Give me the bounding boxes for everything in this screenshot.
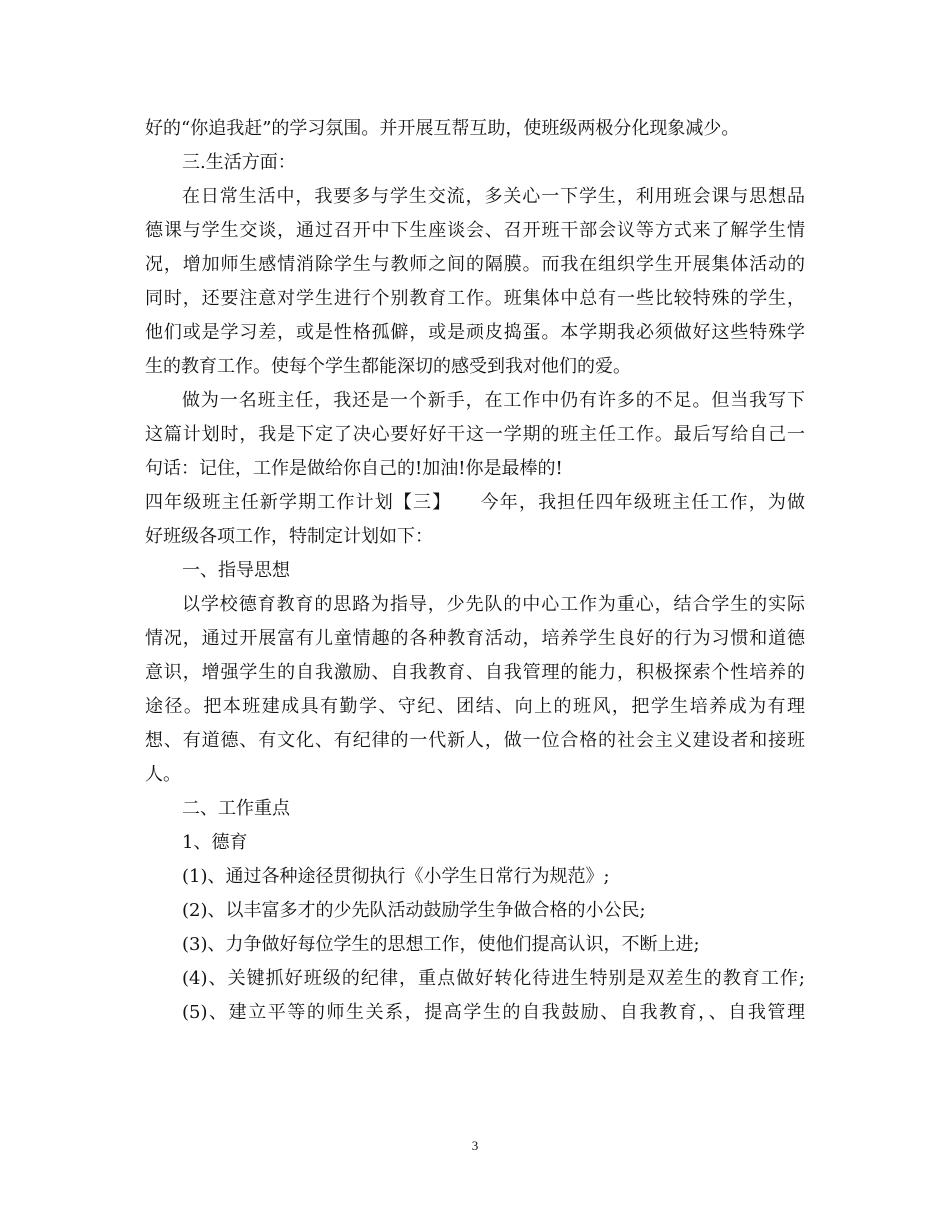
text-line: (4)、关键抓好班级的纪律，重点做好转化待进生特别是双差生的教育工作; [182, 968, 805, 989]
text-line: 好班级各项工作，特制定计划如下： [145, 526, 433, 547]
text-line: 一、指导思想 [182, 560, 290, 581]
document-body [145, 112, 805, 1030]
text-line: 他们或是学习差，或是性格孤僻，或是顽皮捣蛋。本学期我必须做好这些特殊学 [145, 322, 805, 343]
text-line: 同时，还要注意对学生进行个别教育工作。班集体中总有一些比较特殊的学生， [145, 288, 805, 309]
text-line: 这篇计划时，我是下定了决心要好好干这一学期的班主任工作。最后写给自己一 [145, 424, 805, 445]
text-line: 途径。把本班建成具有勤学、守纪、团结、向上的班风，把学生培养成为有理 [145, 696, 805, 717]
text-line: 德课与学生交谈，通过召开中下生座谈会、召开班干部会议等方式来了解学生情 [145, 220, 805, 241]
text-line: 好的“你追我赶”的学习氛围。并开展互帮互助，使班级两极分化现象减少。 [145, 118, 740, 139]
text-line: 做为一名班主任，我还是一个新手，在工作中仍有许多的不足。但当我写下 [182, 390, 805, 411]
text-line: (2)、以丰富多才的少先队活动鼓励学生争做合格的小公民; [182, 900, 646, 921]
text-line: 况，增加师生感情消除学生与教师之间的隔膜。而我在组织学生开展集体活动的 [145, 254, 805, 275]
text-line: 二、工作重点 [182, 798, 290, 819]
text-line: 以学校德育教育的思路为指导，少先队的中心工作为重心，结合学生的实际 [182, 594, 805, 615]
text-line: 1、德育 [182, 832, 248, 853]
text-line: 意识，增强学生的自我激励、自我教育、自我管理的能力，积极探索个性培养的 [145, 662, 805, 683]
page-number: 3 [471, 1138, 479, 1153]
text-line: 生的教育工作。使每个学生都能深切的感受到我对他们的爱。 [145, 356, 631, 377]
text-line: 在日常生活中，我要多与学生交流，多关心一下学生，利用班会课与思想品 [182, 186, 805, 207]
text-line: (3)、力争做好每位学生的思想工作，使他们提高认识，不断上进; [182, 934, 700, 955]
text-line: 四年级班主任新学期工作计划【三】 今年，我担任四年级班主任工作，为做 [145, 492, 805, 513]
text-line: 人。 [145, 764, 181, 785]
text-line: 三.生活方面： [182, 152, 296, 173]
text-line: 句话：记住，工作是做给你自己的!加油!你是最棒的! [145, 458, 563, 479]
text-line: (1)、通过各种途径贯彻执行《小学生日常行为规范》; [182, 866, 610, 887]
text-line: 情况，通过开展富有儿童情趣的各种教育活动，培养学生良好的行为习惯和道德 [145, 628, 805, 649]
text-line: 想、有道德、有文化、有纪律的一代新人，做一位合格的社会主义建设者和接班 [145, 730, 805, 751]
text-line: (5)、建立平等的师生关系，提高学生的自我鼓励、自我教育，、自我管理 [182, 1002, 805, 1023]
